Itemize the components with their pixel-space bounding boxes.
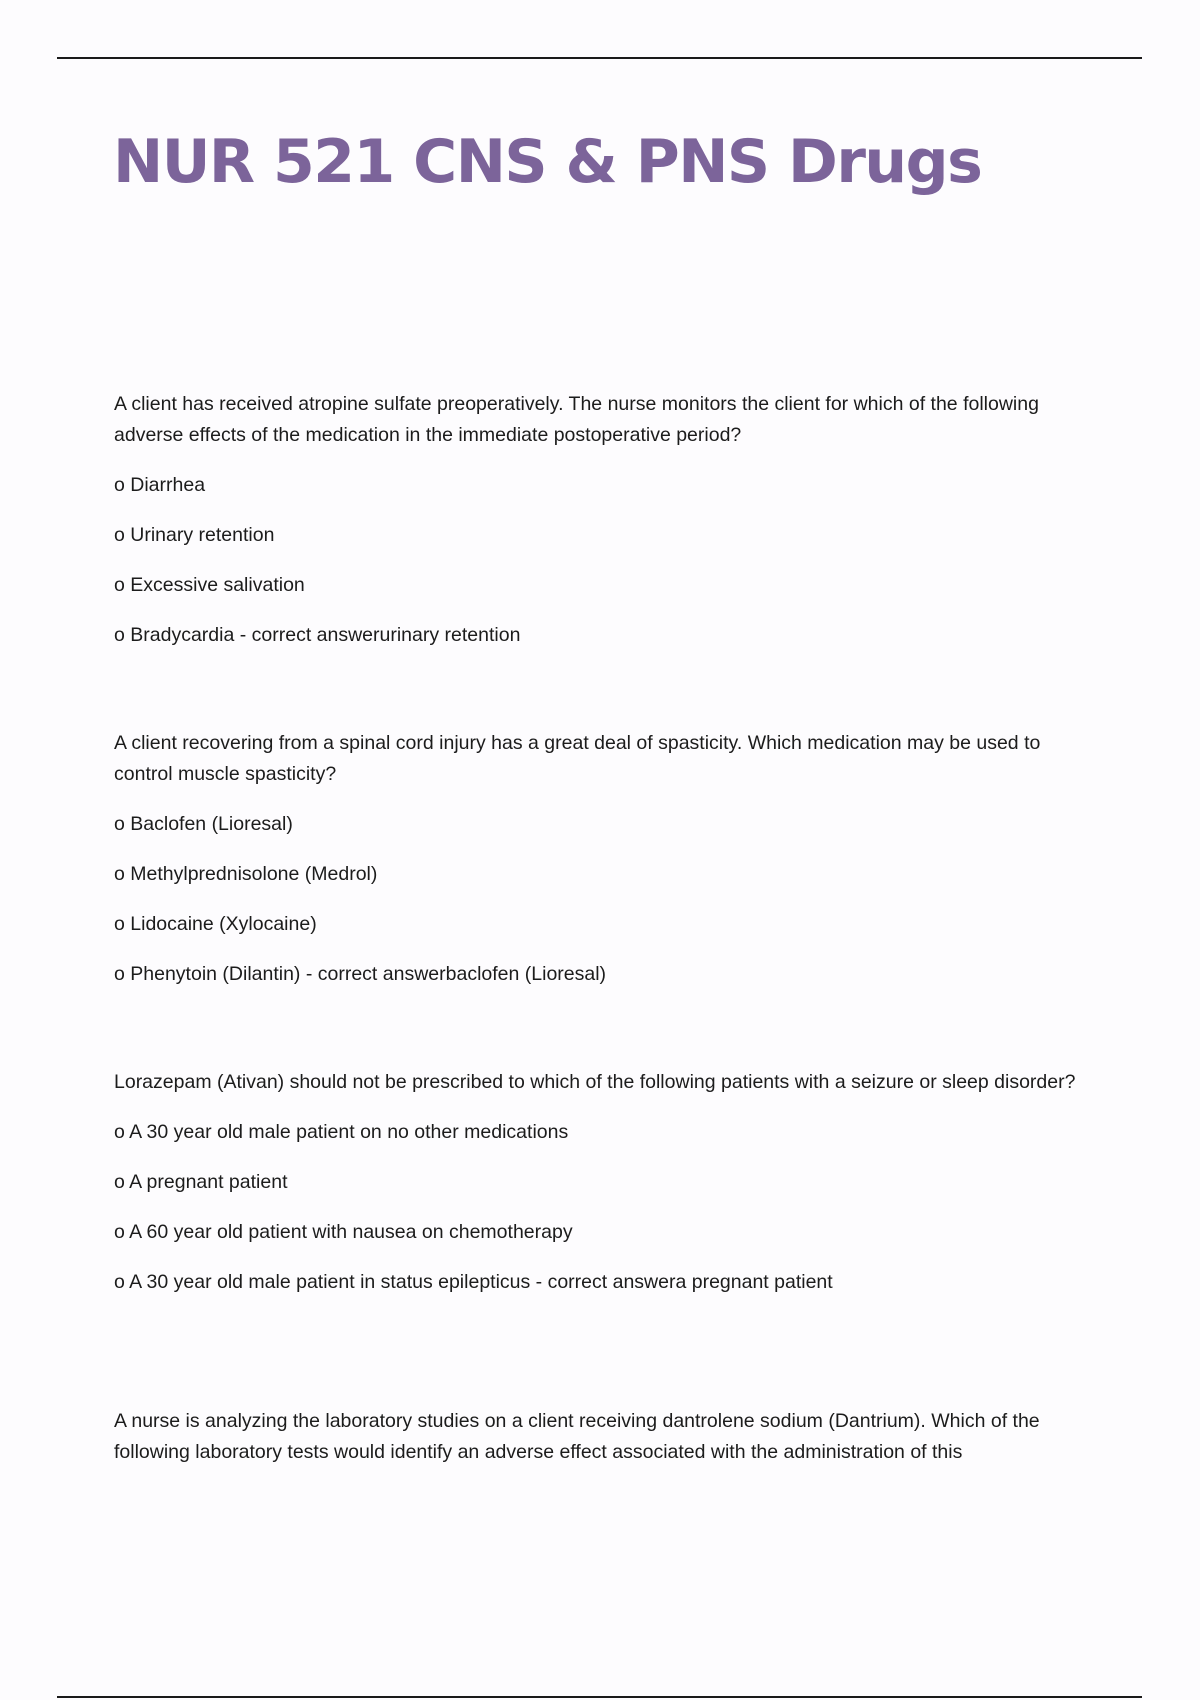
answer-option: o A 60 year old patient with nausea on chemotherapy (114, 1221, 573, 1243)
answer-option: o Phenytoin (Dilantin) - correct answerbaclofen (Lioresal) (114, 963, 607, 985)
answer-options (114, 470, 1104, 651)
question-text: A client recovering from a spinal cord injury has a great deal of spasticity. Which medication may be used to control muscle spasticity? (114, 732, 1041, 785)
top-divider (57, 57, 1142, 59)
answer-options (114, 809, 1104, 990)
answer-option: o Bradycardia - correct answerurinary retention (114, 624, 521, 646)
answer-option: o A pregnant patient (114, 1171, 288, 1193)
question-text: A nurse is analyzing the laboratory studies on a client receiving dantrolene sodium (Dantrium). Which of the following laboratory tests would identify an adverse effect associated with the administration of this (114, 1410, 1040, 1463)
answer-option: o Methylprednisolone (Medrol) (114, 863, 378, 885)
answer-option: o Baclofen (Lioresal) (114, 813, 293, 835)
question-block (114, 389, 1104, 651)
answer-option: o Diarrhea (114, 474, 206, 496)
question-text: A client has received atropine sulfate preoperatively. The nurse monitors the client for which of the following adverse effects of the medication in the immediate postoperative period? (114, 393, 1039, 446)
bottom-divider (57, 1696, 1142, 1698)
question-text: Lorazepam (Ativan) should not be prescribed to which of the following patients with a seizure or sleep disorder? (114, 1071, 1076, 1093)
answer-option: o Urinary retention (114, 524, 275, 546)
question-block (114, 1067, 1104, 1298)
question-block (114, 1406, 1104, 1468)
answer-options (114, 1117, 1104, 1298)
answer-option: o A 30 year old male patient in status epilepticus - correct answera pregnant patient (114, 1271, 833, 1293)
answer-option: o A 30 year old male patient on no other medications (114, 1121, 569, 1143)
page-title: NUR 521 CNS & PNS Drugs (113, 127, 982, 197)
answer-option: o Lidocaine (Xylocaine) (114, 913, 317, 935)
answer-option: o Excessive salivation (114, 574, 305, 596)
question-block (114, 728, 1104, 990)
